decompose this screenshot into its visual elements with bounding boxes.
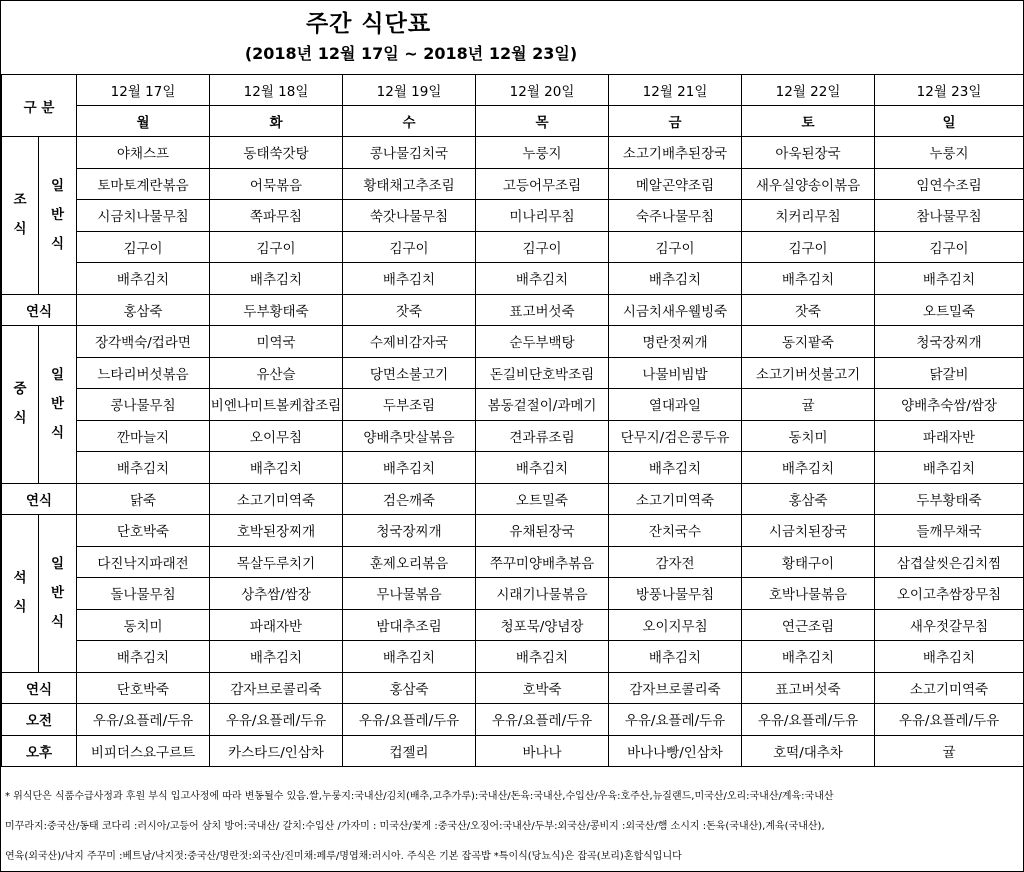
menu-cell: 배추김치 <box>875 641 1024 673</box>
menu-cell: 고등어무조림 <box>476 168 609 200</box>
menu-cell: 배추김치 <box>210 263 343 295</box>
snack-cell: 컵젤리 <box>343 735 476 767</box>
soft-menu-cell: 검은깨죽 <box>343 483 476 515</box>
menu-cell: 순두부백탕 <box>476 326 609 358</box>
menu-cell: 배추김치 <box>77 263 210 295</box>
menu-cell: 배추김치 <box>742 641 875 673</box>
menu-cell: 동치미 <box>742 420 875 452</box>
snack-cell: 바나나 <box>476 735 609 767</box>
snack-cell: 비피더스요구르트 <box>77 735 210 767</box>
menu-cell: 쑥갓나물무침 <box>343 200 476 232</box>
menu-cell: 메알곤약조림 <box>609 168 742 200</box>
menu-cell: 콩나물무침 <box>77 389 210 421</box>
day-date: 12월 20일 <box>476 75 609 106</box>
menu-cell: 파래자반 <box>875 420 1024 452</box>
menu-cell: 참나물무침 <box>875 200 1024 232</box>
day-date: 12월 22일 <box>742 75 875 106</box>
menu-cell: 배추김치 <box>875 263 1024 295</box>
day-date: 12월 18일 <box>210 75 343 106</box>
snack-cell: 카스타드/인삼차 <box>210 735 343 767</box>
menu-cell: 시래기나물볶음 <box>476 578 609 610</box>
menu-cell: 숙주나물무침 <box>609 200 742 232</box>
menu-cell: 수제비감자국 <box>343 326 476 358</box>
menu-cell: 김구이 <box>875 231 1024 263</box>
soft-menu-cell: 표고버섯죽 <box>742 672 875 704</box>
soft-menu-cell: 홍삼죽 <box>742 483 875 515</box>
menu-cell: 김구이 <box>609 231 742 263</box>
menu-cell: 청국장찌개 <box>875 326 1024 358</box>
menu-cell: 잔치국수 <box>609 515 742 547</box>
lunch-label: 중 식 <box>2 326 39 484</box>
category-header: 구 분 <box>2 75 77 137</box>
menu-cell: 열대과일 <box>609 389 742 421</box>
general-diet-label: 일 반 식 <box>39 326 77 484</box>
menu-cell: 황태구이 <box>742 546 875 578</box>
snack-cell: 우유/요플레/두유 <box>343 704 476 736</box>
menu-cell: 배추김치 <box>476 452 609 484</box>
menu-cell: 유산슬 <box>210 357 343 389</box>
menu-cell: 배추김치 <box>343 452 476 484</box>
menu-cell: 무나물볶음 <box>343 578 476 610</box>
menu-cell: 깐마늘지 <box>77 420 210 452</box>
snack-am-label: 오전 <box>2 704 77 736</box>
date-range: (2018년 12월 17일 ~ 2018년 12월 23일) <box>244 44 578 63</box>
soft-menu-cell: 표고버섯죽 <box>476 294 609 326</box>
breakfast-label: 조 식 <box>2 137 39 295</box>
menu-cell: 야채스프 <box>77 137 210 169</box>
snack-cell: 우유/요플레/두유 <box>742 704 875 736</box>
menu-cell: 시금치된장국 <box>742 515 875 547</box>
menu-cell: 명란젓찌개 <box>609 326 742 358</box>
menu-cell: 호박된장찌개 <box>210 515 343 547</box>
menu-cell: 오이무침 <box>210 420 343 452</box>
menu-cell: 봄동겉절이/과메기 <box>476 389 609 421</box>
menu-cell: 감자전 <box>609 546 742 578</box>
menu-cell: 치커리무침 <box>742 200 875 232</box>
menu-cell: 돈길비단호박조림 <box>476 357 609 389</box>
menu-cell: 단호박죽 <box>77 515 210 547</box>
menu-cell: 배추김치 <box>77 452 210 484</box>
day-date: 12월 21일 <box>609 75 742 106</box>
menu-cell: 견과류조림 <box>476 420 609 452</box>
menu-cell: 두부조림 <box>343 389 476 421</box>
menu-cell: 아욱된장국 <box>742 137 875 169</box>
menu-cell: 장각백숙/컵라면 <box>77 326 210 358</box>
menu-cell: 방풍나물무침 <box>609 578 742 610</box>
menu-cell: 새우젓갈무침 <box>875 609 1024 641</box>
menu-cell: 소고기버섯불고기 <box>742 357 875 389</box>
day-weekday: 금 <box>609 106 742 137</box>
menu-cell: 토마토계란볶음 <box>77 168 210 200</box>
dinner-label: 석 식 <box>2 515 39 673</box>
menu-cell: 동지팥죽 <box>742 326 875 358</box>
day-weekday: 수 <box>343 106 476 137</box>
day-date: 12월 23일 <box>875 75 1024 106</box>
menu-cell: 청국장찌개 <box>343 515 476 547</box>
menu-cell: 누룽지 <box>875 137 1024 169</box>
general-diet-label: 일 반 식 <box>39 137 77 295</box>
menu-cell: 다진낙지파래전 <box>77 546 210 578</box>
menu-cell: 돌나물무침 <box>77 578 210 610</box>
menu-cell: 배추김치 <box>875 452 1024 484</box>
soft-menu-cell: 두부황태죽 <box>210 294 343 326</box>
menu-cell: 김구이 <box>210 231 343 263</box>
menu-cell: 호박나물볶음 <box>742 578 875 610</box>
menu-cell: 배추김치 <box>343 641 476 673</box>
menu-cell: 김구이 <box>476 231 609 263</box>
soft-menu-cell: 잣죽 <box>343 294 476 326</box>
menu-cell: 쭈꾸미양배추볶음 <box>476 546 609 578</box>
snack-pm-label: 오후 <box>2 735 77 767</box>
menu-cell: 파래자반 <box>210 609 343 641</box>
menu-cell: 배추김치 <box>609 452 742 484</box>
menu-cell: 김구이 <box>77 231 210 263</box>
day-weekday: 월 <box>77 106 210 137</box>
menu-cell: 동치미 <box>77 609 210 641</box>
menu-cell: 새우실양송이볶음 <box>742 168 875 200</box>
menu-cell: 오이고추쌈장무침 <box>875 578 1024 610</box>
menu-cell: 배추김치 <box>210 641 343 673</box>
soft-menu-cell: 호박죽 <box>476 672 609 704</box>
soft-menu-cell: 잣죽 <box>742 294 875 326</box>
menu-cell: 유채된장국 <box>476 515 609 547</box>
menu-cell: 비엔나미트볼케찹조림 <box>210 389 343 421</box>
menu-cell: 배추김치 <box>609 263 742 295</box>
menu-cell: 임연수조림 <box>875 168 1024 200</box>
snack-cell: 우유/요플레/두유 <box>875 704 1024 736</box>
weekly-menu-table <box>1 74 1024 767</box>
menu-cell: 배추김치 <box>609 641 742 673</box>
soft-menu-cell: 닭죽 <box>77 483 210 515</box>
menu-cell: 목살두루치기 <box>210 546 343 578</box>
menu-cell: 귤 <box>742 389 875 421</box>
menu-cell: 김구이 <box>742 231 875 263</box>
menu-cell: 양배추숙쌈/쌈장 <box>875 389 1024 421</box>
menu-cell: 배추김치 <box>742 263 875 295</box>
menu-cell: 연근조림 <box>742 609 875 641</box>
menu-cell: 당면소불고기 <box>343 357 476 389</box>
menu-cell: 쪽파무침 <box>210 200 343 232</box>
menu-cell: 콩나물김치국 <box>343 137 476 169</box>
menu-cell: 동태쑥갓탕 <box>210 137 343 169</box>
soft-menu-cell: 홍삼죽 <box>343 672 476 704</box>
menu-cell: 미역국 <box>210 326 343 358</box>
snack-cell: 우유/요플레/두유 <box>77 704 210 736</box>
snack-cell: 귤 <box>875 735 1024 767</box>
soft-diet-label: 연식 <box>2 483 77 515</box>
menu-cell: 누룽지 <box>476 137 609 169</box>
menu-cell: 밤대추조림 <box>343 609 476 641</box>
menu-cell: 미나리무침 <box>476 200 609 232</box>
footnote-line: * 위식단은 식품수급사정과 후원 부식 입고사정에 따라 변동될수 있음.쌀,누룽지:국내산/김치(배추,고추가루):국내산/돈육:국내산,수입산/우육:호주산,뉴질랜드,미국산/오리:국내산/계육:국내산 <box>5 791 834 802</box>
snack-cell: 호떡/대추차 <box>742 735 875 767</box>
menu-cell: 단무지/검은콩두유 <box>609 420 742 452</box>
menu-cell: 훈제오리볶음 <box>343 546 476 578</box>
menu-cell: 황태채고추조림 <box>343 168 476 200</box>
menu-cell: 삼겹살씻은김치찜 <box>875 546 1024 578</box>
menu-cell: 시금치나물무침 <box>77 200 210 232</box>
menu-cell: 배추김치 <box>476 263 609 295</box>
day-weekday: 토 <box>742 106 875 137</box>
general-diet-label: 일 반 식 <box>39 515 77 673</box>
snack-cell: 우유/요플레/두유 <box>609 704 742 736</box>
soft-menu-cell: 두부황태죽 <box>875 483 1024 515</box>
soft-menu-cell: 감자브로콜리죽 <box>210 672 343 704</box>
footnote-line: 미꾸라지:중국산/동태 코다리 :러시아/고등어 삼치 방어:국내산/ 갈치:수입산 /가자미 : 미국산/꽃게 :중국산/오징어:국내산/두부:외국산/콩비지 :외국산/햄 소시지 :돈육(국내산),계육(국내산), <box>5 821 825 832</box>
menu-cell: 배추김치 <box>77 641 210 673</box>
soft-menu-cell: 시금치새우웰빙죽 <box>609 294 742 326</box>
menu-cell: 청포묵/양념장 <box>476 609 609 641</box>
menu-cell: 배추김치 <box>742 452 875 484</box>
page-title: 주간 식단표 <box>305 11 432 37</box>
menu-cell: 김구이 <box>343 231 476 263</box>
snack-cell: 우유/요플레/두유 <box>210 704 343 736</box>
menu-cell: 닭갈비 <box>875 357 1024 389</box>
soft-diet-label: 연식 <box>2 672 77 704</box>
menu-cell: 상추쌈/쌈장 <box>210 578 343 610</box>
footnotes <box>1 782 1023 872</box>
soft-diet-label: 연식 <box>2 294 77 326</box>
day-date: 12월 19일 <box>343 75 476 106</box>
footnote-line: 연육(외국산)/낙지 주꾸미 :베트남/낙지젓:중국산/명란젓:외국산/진미채:페루/명엽채:러시아. 주식은 기본 잡곡밥 *특이식(당뇨식)은 잡곡(보리)혼합식입니다 <box>5 851 682 862</box>
menu-cell: 느타리버섯볶음 <box>77 357 210 389</box>
snack-cell: 바나나빵/인삼차 <box>609 735 742 767</box>
soft-menu-cell: 소고기미역죽 <box>609 483 742 515</box>
menu-cell: 배추김치 <box>343 263 476 295</box>
menu-cell: 소고기배추된장국 <box>609 137 742 169</box>
menu-cell: 들깨무채국 <box>875 515 1024 547</box>
menu-cell: 오이지무침 <box>609 609 742 641</box>
soft-menu-cell: 오트밀죽 <box>476 483 609 515</box>
menu-cell: 양배추맛살볶음 <box>343 420 476 452</box>
soft-menu-cell: 소고기미역죽 <box>210 483 343 515</box>
soft-menu-cell: 오트밀죽 <box>875 294 1024 326</box>
soft-menu-cell: 홍삼죽 <box>77 294 210 326</box>
menu-cell: 나물비빔밥 <box>609 357 742 389</box>
menu-cell: 배추김치 <box>210 452 343 484</box>
day-weekday: 화 <box>210 106 343 137</box>
soft-menu-cell: 단호박죽 <box>77 672 210 704</box>
menu-cell: 어묵볶음 <box>210 168 343 200</box>
soft-menu-cell: 소고기미역죽 <box>875 672 1024 704</box>
day-weekday: 일 <box>875 106 1024 137</box>
soft-menu-cell: 감자브로콜리죽 <box>609 672 742 704</box>
snack-cell: 우유/요플레/두유 <box>476 704 609 736</box>
day-date: 12월 17일 <box>77 75 210 106</box>
day-weekday: 목 <box>476 106 609 137</box>
menu-cell: 배추김치 <box>476 641 609 673</box>
